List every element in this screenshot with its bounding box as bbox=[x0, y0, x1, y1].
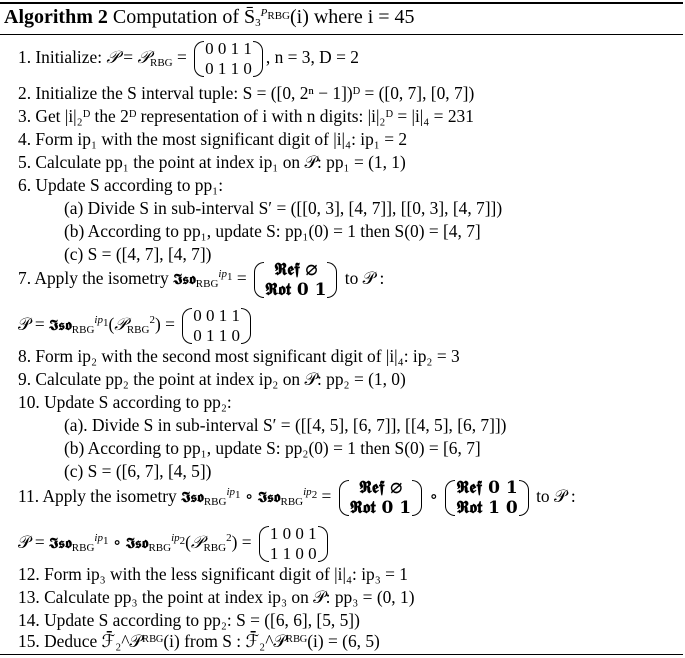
caption-title-tail: (i) where i = 45 bbox=[289, 6, 415, 28]
step-7-target: to 𝒫 : bbox=[340, 268, 385, 288]
step-14: 14. Update S according to pp₂: S = ([6, 6], [5, 5]) bbox=[18, 610, 360, 630]
step-2: 2. Initialize the S interval tuple: S = ([0, 2ⁿ − 1])ᴰ = ([0, 7], [0, 7]) bbox=[18, 83, 475, 103]
caption-title-sub: 3 bbox=[255, 17, 261, 29]
step-8: 8. Form ip₂ with the second most significant digit of |i|₄: ip₂ = 3 bbox=[18, 346, 460, 366]
iso-operator: 𝕴𝖘𝖔 bbox=[173, 270, 196, 288]
step-6: 6. Update S according to pp₁: bbox=[18, 175, 224, 195]
caption-title: Computation of S̄ bbox=[112, 6, 256, 28]
step-11-target: to 𝒫 : bbox=[531, 486, 576, 506]
step-7: 7. Apply the isometry 𝕴𝖘𝖔$_{RBG}^{ip_1}$ = 𝕽𝖊𝖋 ∅ 𝕽𝖔𝖙 0 1 to 𝒫 : bbox=[18, 260, 385, 300]
step-5: 5. Calculate pp₁ the point at index ip₁ on 𝒫: pp₁ = (1, 1) bbox=[18, 152, 406, 172]
step-6c: (c) S = ([4, 7], [4, 7]) bbox=[64, 244, 212, 264]
step-9: 9. Calculate pp₂ the point at index ip₂ on 𝒫: pp₂ = (1, 0) bbox=[18, 369, 406, 389]
step-7-label: 7. Apply the isometry bbox=[18, 268, 174, 288]
step-10: 10. Update S according to pp₂: bbox=[18, 392, 232, 412]
isometry-2-matrix: 𝕽𝖊𝖋 0 1 𝕽𝖔𝖙 1 0 bbox=[444, 478, 529, 518]
algorithm-caption bbox=[4, 6, 415, 29]
step-15: 15. Deduce ℱ̄₂^𝒫ᴿᴮᴳ(i) from S : ℱ̄₂^𝒫ᴿᴮᴳ(i) = (6, 5) bbox=[18, 631, 380, 651]
step-1-eq: = bbox=[123, 47, 138, 67]
step-1: 1. Initialize: 𝒫 = 𝒫$_{RBG}$ = 0 0 1 1 0 1 1 0 , n = 3, D = 2 bbox=[18, 39, 359, 78]
step-11: 11. Apply the isometry 𝕴𝖘𝖔$_{RBG}^{ip_1}$ ∘ 𝕴𝖘𝖔$_{RBG}^{ip_2}$ = 𝕽𝖊𝖋 ∅ 𝕽𝖔𝖙 0 1 ∘ 𝕽𝖊𝖋 0 1 𝕽𝖔𝖙 1 0 to 𝒫 : bbox=[18, 478, 576, 518]
bottom-rule bbox=[0, 654, 683, 655]
step-3: 3. Get |i|₂ᴰ the 2ᴰ representation of i with n digits: |i|₂ᴰ = |i|₄ = 231 bbox=[18, 106, 474, 126]
step-10a: (a). Divide S in sub-interval S′ = ([[4, 5], [6, 7]], [[4, 5], [6, 7]]) bbox=[64, 415, 507, 435]
step-10c: (c) S = ([6, 7], [4, 5]) bbox=[64, 461, 212, 481]
pattern-after-step-11-matrix: 1 0 0 1 1 1 0 0 bbox=[258, 524, 329, 564]
step-6b: (b) According to pp₁, update S: pp₁(0) = 1 then S(0) = [4, 7] bbox=[64, 221, 481, 241]
initial-pattern-matrix: 0 0 1 1 0 1 1 0 bbox=[193, 39, 264, 79]
step-10b: (b) According to pp₁, update S: pp₂(0) = 1 then S(0) = [6, 7] bbox=[64, 438, 481, 458]
caption-title-sup-sub: RBG bbox=[267, 10, 290, 22]
caption-title-sup: P bbox=[260, 7, 268, 19]
top-rule bbox=[0, 2, 683, 4]
step-1-params: , n = 3, D = 2 bbox=[265, 47, 359, 67]
step-1-label: 1. Initialize: bbox=[18, 47, 107, 67]
step-11-label: 11. Apply the isometry bbox=[18, 486, 182, 506]
step-4: 4. Form ip₁ with the most significant digit of |i|₄: ip₁ = 2 bbox=[18, 129, 408, 149]
caption-rule bbox=[0, 34, 683, 35]
isometry-1-matrix: 𝕽𝖊𝖋 ∅ 𝕽𝖔𝖙 0 1 bbox=[253, 260, 338, 300]
step-7-result: 𝒫 = 𝕴𝖘𝖔$_{RBG}^{ip_1}$(𝒫$_{RBG}^2$) = 0 0 1 1 0 1 1 0 bbox=[18, 306, 254, 346]
isometry-1-matrix-b: 𝕽𝖊𝖋 ∅ 𝕽𝖔𝖙 0 1 bbox=[338, 478, 423, 518]
caption-label: Algorithm 2 bbox=[4, 6, 108, 28]
step-6a: (a) Divide S in sub-interval S′ = ([[0, 3], [4, 7]], [[0, 3], [4, 7]]) bbox=[64, 198, 503, 218]
step-13: 13. Calculate pp₃ the point at index ip₃ on 𝒫: pp₃ = (0, 1) bbox=[18, 587, 415, 607]
step-11-result: 𝒫 = 𝕴𝖘𝖔$_{RBG}^{ip_1}$ ∘ 𝕴𝖘𝖔$_{RBG}^{ip_2}$(𝒫$_{RBG}^2$) = 1 0 0 1 1 1 0 0 bbox=[18, 524, 331, 564]
pattern-after-step-7-matrix: 0 0 1 1 0 1 1 0 bbox=[181, 306, 252, 346]
step-12: 12. Form ip₃ with the less significant digit of |i|₄: ip₃ = 1 bbox=[18, 564, 408, 584]
